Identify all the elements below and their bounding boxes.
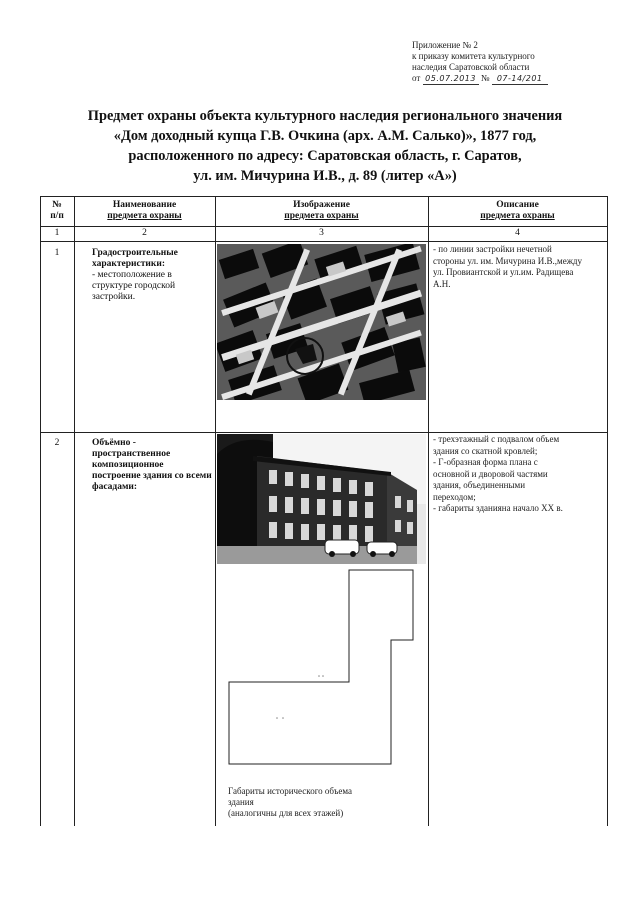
appendix-date-line xyxy=(412,73,632,85)
row2-name xyxy=(92,438,212,493)
appendix-header xyxy=(412,40,632,85)
building-facade-photo xyxy=(217,434,426,564)
row1-name-bold: Градостроительные характеристики: xyxy=(92,248,178,269)
title-line2: «Дом доходный купца Г.В. Очкина (арх. А.М. Салько)», 1877 год, xyxy=(113,128,537,144)
table-border-right xyxy=(607,196,608,826)
table-numbering-divider xyxy=(40,241,608,242)
table-row1-divider xyxy=(40,432,608,433)
row2-number: 2 xyxy=(54,438,60,448)
column-number-1: 1 xyxy=(54,228,60,238)
row1-name xyxy=(92,248,210,303)
aerial-map-photo xyxy=(217,244,426,400)
date-prefix: от xyxy=(412,73,421,83)
table-header-divider xyxy=(40,226,608,227)
row2-name-bold: Объёмно - пространственное композиционное построение здания со всеми фасадами: xyxy=(92,438,212,492)
plan-caption: Габариты исторического объема здания (аналогичны для всех этажей) xyxy=(228,786,353,818)
table-divider-1 xyxy=(74,196,75,826)
header-description: Описание предмета охраны xyxy=(480,200,555,221)
row1-number: 1 xyxy=(54,248,60,258)
header-number: № п/п xyxy=(50,200,64,221)
facade-photo-graphic xyxy=(217,434,426,564)
row2-description: - трехэтажный с подвалом объем здания со скатной кровлей; - Г-образная форма плана с основной и дворовой частями здания, объединенными переходом; - габариты зданияна начало XX в. xyxy=(433,434,563,513)
row1-description: - по линии застройки нечетной стороны ул. им. Мичурина И.В.,между ул. Провиантской и ул.им. Радищева А.Н. xyxy=(433,244,582,289)
row1-name-text: - местоположение в структуре городской застройки. xyxy=(92,270,176,302)
aerial-photo-graphic xyxy=(217,244,426,400)
header-name: Наименование предмета охраны xyxy=(107,200,182,221)
column-number-4: 4 xyxy=(515,228,520,238)
header-image: Изображение предмета охраны xyxy=(284,200,359,221)
number-prefix: № xyxy=(480,73,490,83)
table-border-top xyxy=(40,196,608,197)
floor-plan-outline xyxy=(217,568,426,778)
appendix-line1: Приложение № 2 xyxy=(412,40,478,50)
document-title xyxy=(40,106,610,186)
column-number-2: 2 xyxy=(142,228,147,238)
title-line3: расположенного по адресу: Саратовская область, г. Саратов, xyxy=(128,148,522,164)
floor-plan-graphic xyxy=(217,568,426,778)
table-divider-3 xyxy=(428,196,429,826)
number-value: 07-14/201 xyxy=(492,73,548,85)
protection-table xyxy=(40,196,608,826)
date-value: 05.07.2013 xyxy=(423,73,479,85)
title-line4: ул. им. Мичурина И.В., д. 89 (литер «А») xyxy=(193,168,457,184)
appendix-line2: к приказу комитета культурного xyxy=(412,51,535,61)
table-divider-2 xyxy=(215,196,216,826)
title-line1: Предмет охраны объекта культурного наследия регионального значения xyxy=(87,108,563,124)
column-number-3: 3 xyxy=(319,228,324,238)
table-border-left xyxy=(40,196,41,826)
appendix-line3: наследия Саратовской области xyxy=(412,62,530,72)
